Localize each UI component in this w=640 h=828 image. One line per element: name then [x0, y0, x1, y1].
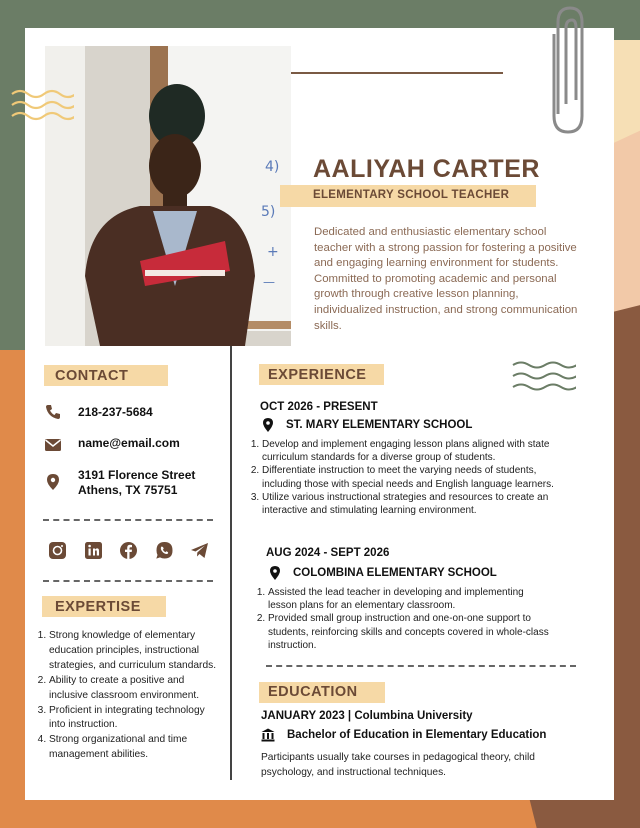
- job-1-dates: OCT 2026 - PRESENT: [260, 401, 378, 413]
- social-separator: [43, 580, 213, 582]
- social-icons: [48, 541, 226, 560]
- profile-photo: [45, 46, 291, 346]
- contact-phone: [44, 403, 153, 421]
- education-date-school: JANUARY 2023 | Columbina University: [261, 710, 473, 722]
- education-heading: EDUCATION: [268, 684, 358, 700]
- list-item: 2. Provided small group instruction and one-on-one support to students, reinforcing skills and concepts covered in whole-class instruction.: [268, 612, 554, 652]
- location-pin-icon: [262, 418, 274, 432]
- instagram-icon[interactable]: [48, 541, 67, 560]
- address-line-1: 3191 Florence Street: [78, 468, 196, 482]
- list-item: 1. Assisted the lead teacher in developing and implementing lesson plans for an elementary classroom.: [268, 586, 554, 612]
- svg-text:4): 4): [265, 159, 280, 175]
- location-pin-icon: [44, 473, 62, 491]
- list-item: 4. Strong organizational and time management abilities.: [49, 733, 223, 763]
- list-item: 1. Strong knowledge of elementary education principles, instructional strategies, and curriculum standards.: [49, 629, 223, 674]
- phone-icon: [44, 403, 62, 421]
- list-item: 2. Differentiate instruction to meet the varying needs of students, including those with special needs and English language learners.: [262, 464, 558, 490]
- education-degree: [261, 728, 546, 742]
- svg-text:—: —: [263, 275, 275, 289]
- location-pin-icon: [269, 566, 281, 580]
- institution-icon: [261, 728, 275, 742]
- expertise-list: [35, 629, 223, 763]
- telegram-icon[interactable]: [190, 541, 209, 560]
- experience-heading: EXPERIENCE: [268, 367, 367, 383]
- email-icon: [44, 436, 62, 454]
- list-item: 1. Develop and implement engaging lesson plans aligned with state curriculum standards for a diverse group of students.: [262, 438, 558, 464]
- candidate-name: AALIYAH CARTER: [313, 155, 540, 183]
- column-divider: [230, 346, 232, 780]
- list-item: 2. Ability to create a positive and inclusive classroom environment.: [49, 674, 223, 704]
- candidate-title: ELEMENTARY SCHOOL TEACHER: [313, 189, 510, 201]
- profile-summary: Dedicated and enthusiastic elementary school teacher with a strong passion for fostering a positive and engaging learning environment for students. Committed to promoting academic and personal growth through creative lesson planning, individualized instruction, and strong communication skills.: [314, 226, 578, 332]
- paperclip-icon: [546, 4, 590, 136]
- expertise-heading: EXPERTISE: [55, 599, 141, 615]
- job-1-duties: [248, 438, 558, 517]
- contact-address: [44, 468, 195, 498]
- phone-text: 218-237-5684: [78, 405, 153, 419]
- contact-heading: CONTACT: [55, 368, 129, 384]
- wavy-lines-decor: [10, 88, 74, 122]
- degree-name: Bachelor of Education in Elementary Education: [287, 729, 547, 741]
- contact-email: [44, 436, 180, 454]
- wavy-lines-decor: [512, 360, 576, 392]
- job-2-duties: [254, 586, 554, 652]
- header-rule: [291, 72, 503, 74]
- svg-text:+: +: [267, 244, 279, 260]
- job-2-dates: AUG 2024 - SEPT 2026: [266, 547, 390, 559]
- list-item: 3. Proficient in integrating technology into instruction.: [49, 704, 223, 734]
- linkedin-icon[interactable]: [84, 541, 103, 560]
- facebook-icon[interactable]: [119, 541, 138, 560]
- list-item: 3. Utilize various instructional strategies and resources to create an interactive and stimulating learning environment.: [262, 491, 558, 517]
- job-2-school: [269, 566, 497, 580]
- job-1-school: [262, 418, 472, 432]
- education-note: Participants usually take courses in pedagogical theory, child psychology, and instructional techniques.: [261, 752, 535, 778]
- contact-separator: [43, 519, 213, 521]
- whatsapp-icon[interactable]: [155, 541, 174, 560]
- address-line-2: Athens, TX 75751: [78, 483, 178, 497]
- email-text: name@email.com: [78, 436, 180, 450]
- job-1-school-name: ST. MARY ELEMENTARY SCHOOL: [286, 419, 473, 431]
- job-2-school-name: COLOMBINA ELEMENTARY SCHOOL: [293, 567, 497, 579]
- svg-text:5): 5): [261, 204, 276, 220]
- experience-separator: [266, 665, 576, 667]
